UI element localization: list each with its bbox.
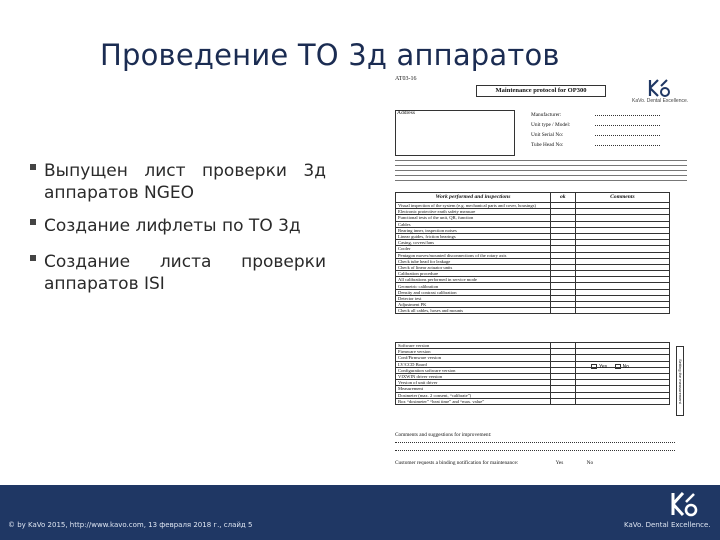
document-number: АТ03-16 bbox=[395, 76, 417, 82]
checkbox-yes bbox=[591, 364, 597, 369]
table-row: Linear guides, friction bearings bbox=[396, 233, 670, 239]
table-row: Density and contrast calibration bbox=[396, 289, 670, 295]
address-label: Address bbox=[397, 110, 416, 116]
address-box bbox=[395, 110, 515, 156]
column-header-ok: ok bbox=[550, 193, 575, 203]
footer-bar bbox=[0, 485, 720, 540]
table-row: Visual inspection of the system (e.g. mechanical parts and cover, housings) bbox=[396, 203, 670, 209]
document-title: Maintenance protocol for OP300 bbox=[476, 85, 606, 97]
table-row: Version of unit driver bbox=[396, 380, 670, 386]
bullet-text: Создание лифлеты по ТО 3д bbox=[44, 216, 301, 236]
bullet-text: Создание листа проверки аппаратов ISI bbox=[44, 252, 326, 294]
recommendation-line: Customer requests a binding notification for maintenance: Yes No bbox=[395, 460, 594, 466]
slide-title: Проведение ТО 3д аппаратов bbox=[100, 38, 560, 72]
table-row: Box “dosimeter” “heat time” and “max. value” bbox=[396, 398, 670, 404]
table-row: Dosimeter (max. 2 consent, “calibrate”) bbox=[396, 392, 670, 398]
bullet-list bbox=[30, 160, 326, 309]
table-row: Configuration software version bbox=[396, 367, 670, 373]
footer-slogan: KaVo. Dental Excellence. bbox=[624, 521, 711, 529]
table-row: Functional tests of the unit, QR, function bbox=[396, 215, 670, 221]
table-row: All calibrations performed in service mode bbox=[396, 277, 670, 283]
table-row: Electronic protective earth safety measure bbox=[396, 209, 670, 215]
table-row: Check of linear actuator units bbox=[396, 264, 670, 270]
bullet-item bbox=[30, 215, 326, 237]
comments-label: Comments and suggestions for improvement: bbox=[395, 432, 492, 438]
field-unit-type: Unit type / Model: bbox=[531, 122, 570, 128]
field-serial: Unit Serial No: bbox=[531, 132, 563, 138]
bullet-item bbox=[30, 160, 326, 204]
instruction-paragraph bbox=[395, 160, 687, 188]
side-note: Setting the measurement bbox=[676, 346, 684, 416]
square-bullet-icon bbox=[30, 255, 36, 261]
checkbox-no bbox=[615, 364, 621, 369]
table-row: Cooler bbox=[396, 246, 670, 252]
software-table bbox=[395, 342, 670, 405]
inspection-table bbox=[395, 192, 670, 314]
table-row: Bearing inner, inspection noises bbox=[396, 227, 670, 233]
square-bullet-icon bbox=[30, 219, 36, 225]
table-row: Check tube head for leakage bbox=[396, 258, 670, 264]
table-row: Adjustment PK bbox=[396, 302, 670, 308]
bullet-text: Выпущен лист проверки 3д аппаратов NGEO bbox=[44, 161, 326, 203]
footer-copyright: © by KaVo 2015, http://www.kavo.com, 13 февраля 2018 г., слайд 5 bbox=[8, 521, 253, 529]
table-row: Calibration procedure bbox=[396, 271, 670, 277]
field-manufacturer: Manufacturer: bbox=[531, 112, 561, 118]
table-row: Measurement bbox=[396, 386, 670, 392]
table-row: VIXWIN driver version bbox=[396, 373, 670, 379]
table-row: Cables bbox=[396, 221, 670, 227]
table-row: Casing, covers/fans bbox=[396, 240, 670, 246]
field-tube-head: Tube Head No: bbox=[531, 142, 563, 148]
kavo-logo-icon bbox=[669, 491, 699, 519]
column-header-comments: Comments bbox=[575, 193, 669, 203]
yes-no-options: Yes No bbox=[585, 364, 629, 370]
maintenance-protocol-document bbox=[390, 76, 690, 478]
table-row: Pentagon moves/mounted disconnections of the rotary axis bbox=[396, 252, 670, 258]
table-row: Detector test bbox=[396, 295, 670, 301]
table-row: Firmware version bbox=[396, 349, 670, 355]
table-row: LV/CCD Board bbox=[396, 361, 670, 367]
column-header-work: Work performed and inspections bbox=[396, 193, 551, 203]
bullet-item bbox=[30, 251, 326, 295]
comment-line bbox=[395, 450, 675, 451]
brand-slogan: KaVo. Dental Excellence. bbox=[632, 98, 689, 104]
table-row: Conf/Firmware version bbox=[396, 355, 670, 361]
table-row: Software version bbox=[396, 343, 670, 349]
table-row: Geometric calibration bbox=[396, 283, 670, 289]
square-bullet-icon bbox=[30, 164, 36, 170]
table-row: Check all cables, hoses and mounts bbox=[396, 308, 670, 314]
comment-line bbox=[395, 442, 675, 443]
